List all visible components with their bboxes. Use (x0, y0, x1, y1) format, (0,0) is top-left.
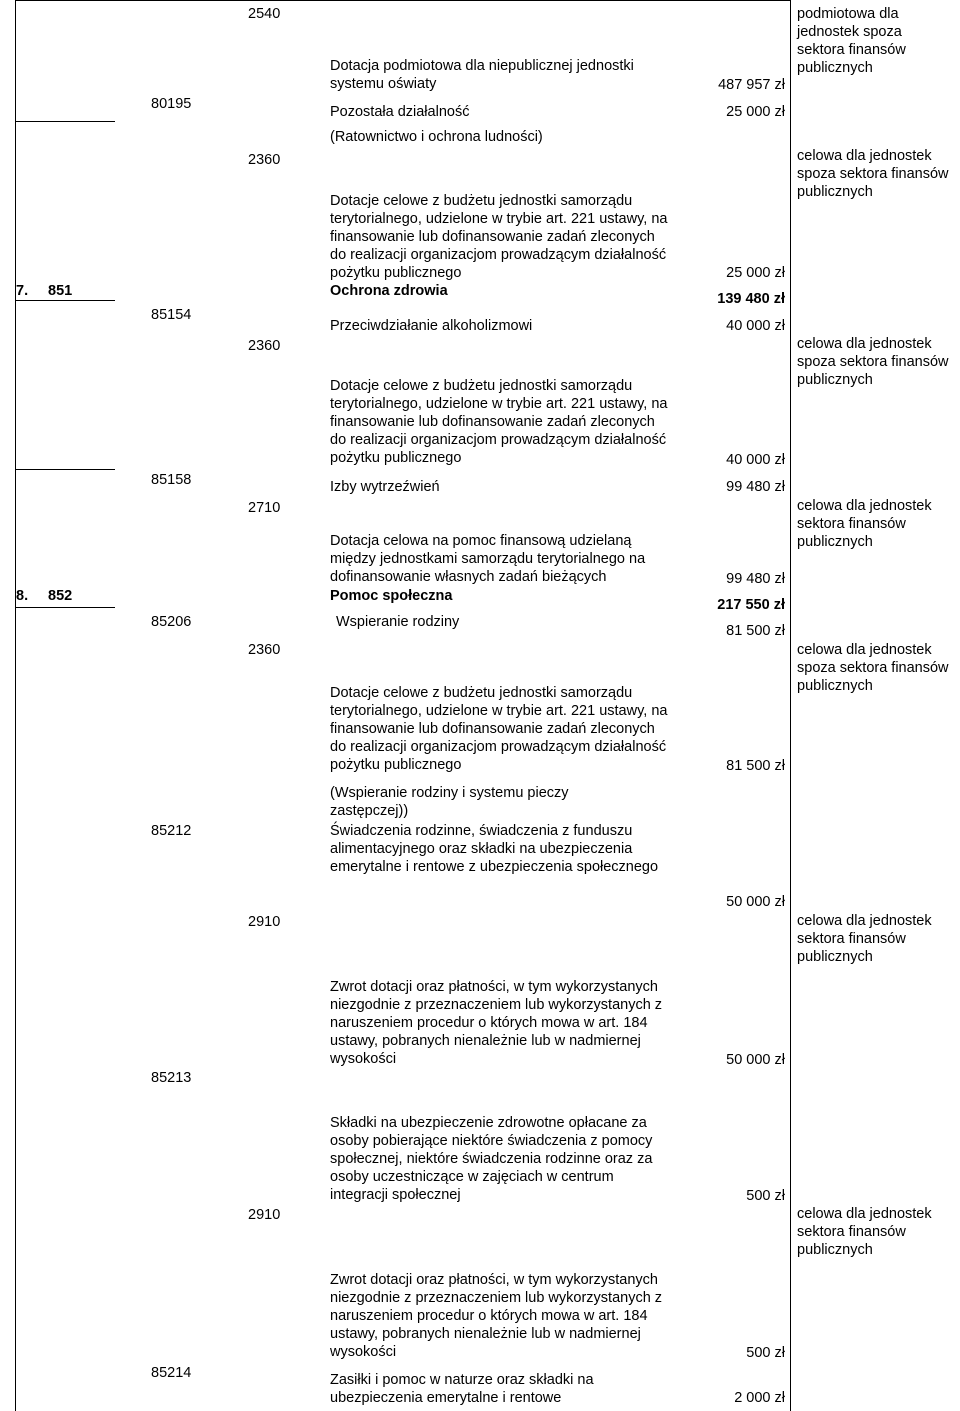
dotation-type: celowa dla jednostek spoza sektora finansów publicznych (797, 148, 949, 200)
entry-description: Świadczenia rodzinne, świadczenia z funduszu alimentacyjnego oraz składki na ubezpieczenia emerytalne i rentowe z ubezpieczenia społecznego (330, 823, 659, 875)
section-amount: 139 480 zł (717, 291, 785, 307)
entry-description: Dotacje celowe z budżetu jednostki samorządu terytorialnego, udzielone w trybie art. 221 ustawy, na finansowanie lub dofinansowanie zadań zleconych do realizacji organizacjom prowadzącym działalność pożytku publicznego (330, 378, 668, 466)
paragraph-code: 2540 (248, 6, 281, 22)
grid-line (15, 0, 16, 1411)
entry-amount: 2 000 zł (734, 1390, 785, 1406)
entry-description: Zwrot dotacji oraz płatności, w tym wykorzystanych niezgodnie z przeznaczeniem lub wykorzystanych z naruszeniem procedur o których mowa w art. 184 ustawy, pobranych nienależnie lub w nadmiernej wysokości (330, 1272, 663, 1360)
paragraph-code: 2910 (248, 1207, 281, 1223)
grid-line (15, 0, 790, 1)
dotation-type: celowa dla jednostek spoza sektora finansów publicznych (797, 642, 949, 694)
paragraph-code: 2710 (248, 500, 281, 516)
paragraph-code: 2360 (248, 338, 281, 354)
chapter-code: 85212 (151, 823, 192, 839)
grid-line (15, 300, 115, 301)
division-code: 851 (48, 283, 73, 299)
section-number: 7. (16, 283, 29, 299)
grid-line (15, 121, 115, 122)
grid-line (15, 607, 115, 608)
entry-amount: 487 957 zł (718, 77, 785, 93)
dotation-type: celowa dla jednostek spoza sektora finansów publicznych (797, 336, 949, 388)
chapter-code: 80195 (151, 96, 192, 112)
dotation-type: celowa dla jednostek sektora finansów publicznych (797, 913, 932, 965)
entry-description: Zasiłki i pomoc w naturze oraz składki na ubezpieczenia emerytalne i rentowe (330, 1372, 594, 1406)
paragraph-code: 2360 (248, 152, 281, 168)
entry-amount: 99 480 zł (726, 479, 785, 495)
section-amount: 217 550 zł (717, 597, 785, 613)
entry-description: Wspieranie rodziny (336, 614, 460, 630)
dotation-type: celowa dla jednostek sektora finansów publicznych (797, 498, 932, 550)
entry-description: Przeciwdziałanie alkoholizmowi (330, 318, 533, 334)
entry-note: (Wspieranie rodziny i systemu pieczy zastępczej)) (330, 785, 569, 819)
entry-amount: 81 500 zł (726, 758, 785, 774)
entry-amount: 40 000 zł (726, 318, 785, 334)
entry-amount: 25 000 zł (726, 104, 785, 120)
entry-description: Dotacje celowe z budżetu jednostki samorządu terytorialnego, udzielone w trybie art. 221 ustawy, na finansowanie lub dofinansowanie zadań zleconych do realizacji organizacjom prowadzącym działalność pożytku publicznego (330, 685, 668, 773)
entry-note: (Ratownictwo i ochrona ludności) (330, 129, 543, 145)
paragraph-code: 2360 (248, 642, 281, 658)
entry-amount: 99 480 zł (726, 571, 785, 587)
paragraph-code: 2910 (248, 914, 281, 930)
grid-line (15, 469, 115, 470)
section-title: Pomoc społeczna (330, 588, 453, 604)
grid-line (790, 0, 791, 1411)
entry-amount: 50 000 zł (726, 894, 785, 910)
entry-amount: 50 000 zł (726, 1052, 785, 1068)
division-code: 852 (48, 588, 73, 604)
section-number: 8. (16, 588, 29, 604)
chapter-code: 85158 (151, 472, 192, 488)
entry-description: Izby wytrzeźwień (330, 479, 440, 495)
dotation-type: podmiotowa dla jednostek spoza sektora finansów publicznych (797, 6, 906, 76)
dotation-type: celowa dla jednostek sektora finansów publicznych (797, 1206, 932, 1258)
chapter-code: 85206 (151, 614, 192, 630)
section-title: Ochrona zdrowia (330, 283, 448, 299)
entry-description: Zwrot dotacji oraz płatności, w tym wykorzystanych niezgodnie z przeznaczeniem lub wykorzystanych z naruszeniem procedur o których mowa w art. 184 ustawy, pobranych nienależnie lub w nadmiernej wysokości (330, 979, 663, 1067)
entry-description: Dotacja podmiotowa dla niepublicznej jednostki systemu oświaty (330, 58, 634, 92)
chapter-code: 85213 (151, 1070, 192, 1086)
entry-amount: 500 zł (746, 1345, 785, 1361)
chapter-code: 85214 (151, 1365, 192, 1381)
entry-description: Dotacje celowe z budżetu jednostki samorządu terytorialnego, udzielone w trybie art. 221 ustawy, na finansowanie lub dofinansowanie zadań zleconych do realizacji organizacjom prowadzącym działalność pożytku publicznego (330, 193, 668, 281)
entry-amount: 500 zł (746, 1188, 785, 1204)
chapter-code: 85154 (151, 307, 192, 323)
entry-amount: 25 000 zł (726, 265, 785, 281)
entry-amount: 40 000 zł (726, 452, 785, 468)
entry-amount: 81 500 zł (726, 623, 785, 639)
entry-description: Pozostała działalność (330, 104, 470, 120)
entry-description: Składki na ubezpieczenie zdrowotne opłacane za osoby pobierające niektóre świadczenia z pomocy społecznej, niektóre świadczenia rodzinne oraz za osoby uczestniczące w zajęciach w centrum integracji społecznej (330, 1115, 653, 1203)
entry-description: Dotacja celowa na pomoc finansową udzielaną między jednostkami samorządu terytorialnego na dofinansowanie własnych zadań bieżących (330, 533, 646, 585)
